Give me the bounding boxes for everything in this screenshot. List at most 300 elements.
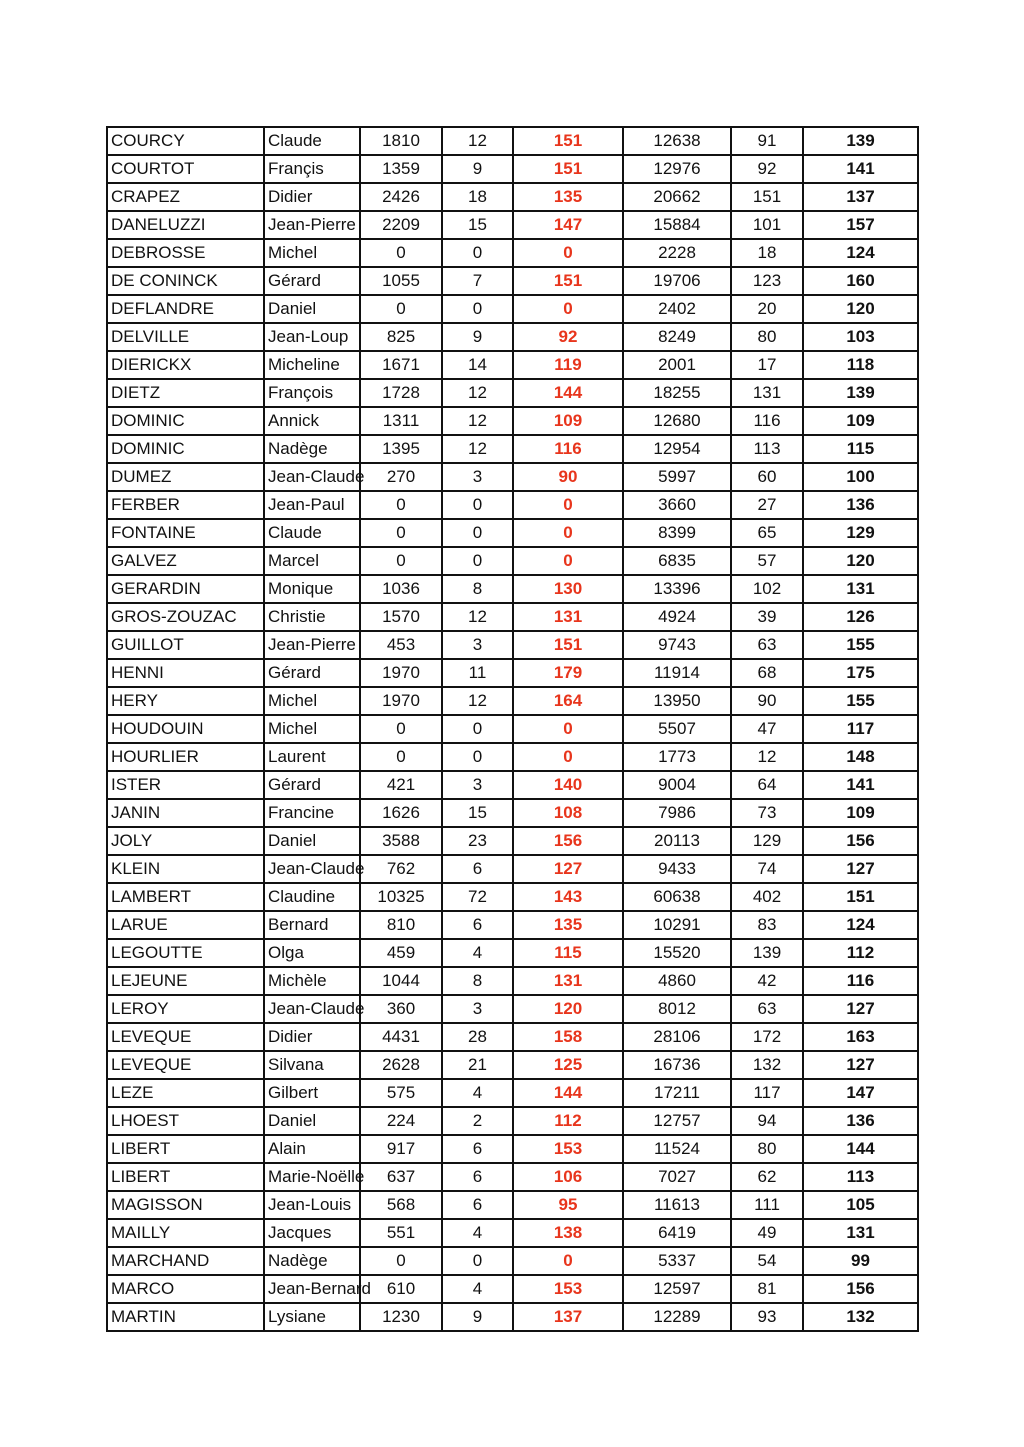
average-cell: 151 (513, 155, 623, 183)
first-name-cell: Silvana (264, 1051, 360, 1079)
table-row (107, 911, 918, 939)
points-cell: 0 (360, 547, 442, 575)
average-cell: 127 (513, 855, 623, 883)
table-row (107, 575, 918, 603)
last-name-cell: ISTER (107, 771, 264, 799)
count-cell: 12 (442, 127, 513, 155)
total-count-cell: 151 (731, 183, 803, 211)
table-row (107, 631, 918, 659)
average-cell: 0 (513, 743, 623, 771)
points-cell: 1230 (360, 1303, 442, 1331)
total-average-cell: 144 (803, 1135, 918, 1163)
count-cell: 9 (442, 323, 513, 351)
points-cell: 551 (360, 1219, 442, 1247)
first-name-cell: Gérard (264, 267, 360, 295)
count-cell: 12 (442, 603, 513, 631)
table-row (107, 183, 918, 211)
total-average-cell: 137 (803, 183, 918, 211)
count-cell: 28 (442, 1023, 513, 1051)
total-points-cell: 9743 (623, 631, 731, 659)
count-cell: 6 (442, 1191, 513, 1219)
count-cell: 3 (442, 463, 513, 491)
first-name-cell: Didier (264, 1023, 360, 1051)
first-name-cell: Marcel (264, 547, 360, 575)
first-name-cell: Michèle (264, 967, 360, 995)
total-points-cell: 11914 (623, 659, 731, 687)
first-name-cell: Michel (264, 687, 360, 715)
points-cell: 1055 (360, 267, 442, 295)
table-row (107, 771, 918, 799)
last-name-cell: LIBERT (107, 1135, 264, 1163)
first-name-cell: Bernard (264, 911, 360, 939)
table-row (107, 155, 918, 183)
average-cell: 0 (513, 1247, 623, 1275)
total-points-cell: 6419 (623, 1219, 731, 1247)
last-name-cell: LEGOUTTE (107, 939, 264, 967)
total-points-cell: 20113 (623, 827, 731, 855)
last-name-cell: GUILLOT (107, 631, 264, 659)
average-cell: 112 (513, 1107, 623, 1135)
total-points-cell: 12638 (623, 127, 731, 155)
table-row (107, 1219, 918, 1247)
total-count-cell: 62 (731, 1163, 803, 1191)
total-average-cell: 127 (803, 855, 918, 883)
total-points-cell: 16736 (623, 1051, 731, 1079)
total-points-cell: 13950 (623, 687, 731, 715)
last-name-cell: HERY (107, 687, 264, 715)
points-cell: 762 (360, 855, 442, 883)
count-cell: 12 (442, 435, 513, 463)
first-name-cell: Nadège (264, 435, 360, 463)
count-cell: 72 (442, 883, 513, 911)
total-count-cell: 54 (731, 1247, 803, 1275)
total-average-cell: 115 (803, 435, 918, 463)
total-average-cell: 131 (803, 1219, 918, 1247)
count-cell: 0 (442, 715, 513, 743)
average-cell: 151 (513, 127, 623, 155)
total-count-cell: 74 (731, 855, 803, 883)
total-points-cell: 8012 (623, 995, 731, 1023)
table-row (107, 211, 918, 239)
points-cell: 270 (360, 463, 442, 491)
last-name-cell: LAMBERT (107, 883, 264, 911)
count-cell: 8 (442, 967, 513, 995)
average-cell: 151 (513, 267, 623, 295)
table-row (107, 239, 918, 267)
average-cell: 130 (513, 575, 623, 603)
total-count-cell: 113 (731, 435, 803, 463)
table-row (107, 883, 918, 911)
total-count-cell: 18 (731, 239, 803, 267)
first-name-cell: Jean-Loup (264, 323, 360, 351)
last-name-cell: LEVEQUE (107, 1023, 264, 1051)
total-average-cell: 124 (803, 911, 918, 939)
total-points-cell: 13396 (623, 575, 731, 603)
last-name-cell: GROS-ZOUZAC (107, 603, 264, 631)
last-name-cell: GALVEZ (107, 547, 264, 575)
count-cell: 4 (442, 1275, 513, 1303)
total-points-cell: 8399 (623, 519, 731, 547)
table-row (107, 379, 918, 407)
average-cell: 143 (513, 883, 623, 911)
last-name-cell: FERBER (107, 491, 264, 519)
total-points-cell: 5997 (623, 463, 731, 491)
total-average-cell: 175 (803, 659, 918, 687)
last-name-cell: LEROY (107, 995, 264, 1023)
total-points-cell: 4924 (623, 603, 731, 631)
table-row (107, 1135, 918, 1163)
total-average-cell: 156 (803, 827, 918, 855)
table-row (107, 967, 918, 995)
points-cell: 810 (360, 911, 442, 939)
points-cell: 1395 (360, 435, 442, 463)
first-name-cell: Laurent (264, 743, 360, 771)
first-name-cell: Jean-Pierre (264, 631, 360, 659)
count-cell: 0 (442, 239, 513, 267)
total-points-cell: 17211 (623, 1079, 731, 1107)
total-points-cell: 12680 (623, 407, 731, 435)
total-average-cell: 136 (803, 1107, 918, 1135)
total-count-cell: 80 (731, 1135, 803, 1163)
total-count-cell: 68 (731, 659, 803, 687)
total-count-cell: 39 (731, 603, 803, 631)
total-average-cell: 160 (803, 267, 918, 295)
total-average-cell: 157 (803, 211, 918, 239)
points-cell: 0 (360, 1247, 442, 1275)
table-body (107, 127, 918, 1331)
total-count-cell: 17 (731, 351, 803, 379)
points-cell: 1970 (360, 687, 442, 715)
count-cell: 14 (442, 351, 513, 379)
first-name-cell: Annick (264, 407, 360, 435)
first-name-cell: Gérard (264, 659, 360, 687)
total-count-cell: 20 (731, 295, 803, 323)
average-cell: 158 (513, 1023, 623, 1051)
last-name-cell: DEBROSSE (107, 239, 264, 267)
table-row (107, 827, 918, 855)
total-count-cell: 83 (731, 911, 803, 939)
total-count-cell: 60 (731, 463, 803, 491)
table-row (107, 1079, 918, 1107)
last-name-cell: MARCHAND (107, 1247, 264, 1275)
total-points-cell: 12597 (623, 1275, 731, 1303)
last-name-cell: DOMINIC (107, 407, 264, 435)
total-points-cell: 18255 (623, 379, 731, 407)
total-average-cell: 129 (803, 519, 918, 547)
points-cell: 224 (360, 1107, 442, 1135)
total-count-cell: 172 (731, 1023, 803, 1051)
count-cell: 12 (442, 379, 513, 407)
first-name-cell: Daniel (264, 827, 360, 855)
last-name-cell: MARCO (107, 1275, 264, 1303)
points-cell: 1044 (360, 967, 442, 995)
total-average-cell: 117 (803, 715, 918, 743)
total-count-cell: 49 (731, 1219, 803, 1247)
table-row (107, 295, 918, 323)
first-name-cell: Michel (264, 239, 360, 267)
count-cell: 4 (442, 1219, 513, 1247)
table-row (107, 855, 918, 883)
count-cell: 4 (442, 1079, 513, 1107)
table-row (107, 1107, 918, 1135)
count-cell: 0 (442, 491, 513, 519)
points-cell: 1570 (360, 603, 442, 631)
total-points-cell: 15884 (623, 211, 731, 239)
last-name-cell: LEJEUNE (107, 967, 264, 995)
average-cell: 138 (513, 1219, 623, 1247)
total-count-cell: 12 (731, 743, 803, 771)
first-name-cell: Claude (264, 127, 360, 155)
count-cell: 8 (442, 575, 513, 603)
points-cell: 825 (360, 323, 442, 351)
total-average-cell: 127 (803, 995, 918, 1023)
table-row (107, 603, 918, 631)
average-cell: 153 (513, 1275, 623, 1303)
points-cell: 575 (360, 1079, 442, 1107)
points-cell: 1728 (360, 379, 442, 407)
total-count-cell: 93 (731, 1303, 803, 1331)
points-cell: 1359 (360, 155, 442, 183)
total-count-cell: 65 (731, 519, 803, 547)
points-cell: 2628 (360, 1051, 442, 1079)
last-name-cell: JOLY (107, 827, 264, 855)
total-average-cell: 155 (803, 687, 918, 715)
first-name-cell: Daniel (264, 1107, 360, 1135)
total-average-cell: 131 (803, 575, 918, 603)
total-points-cell: 28106 (623, 1023, 731, 1051)
table-row (107, 491, 918, 519)
table-row (107, 1163, 918, 1191)
total-average-cell: 127 (803, 1051, 918, 1079)
count-cell: 6 (442, 1163, 513, 1191)
first-name-cell: Claude (264, 519, 360, 547)
average-cell: 135 (513, 911, 623, 939)
total-count-cell: 116 (731, 407, 803, 435)
average-cell: 131 (513, 967, 623, 995)
last-name-cell: GERARDIN (107, 575, 264, 603)
total-count-cell: 81 (731, 1275, 803, 1303)
points-cell: 0 (360, 239, 442, 267)
total-points-cell: 5337 (623, 1247, 731, 1275)
first-name-cell: Marie-Noëlle (264, 1163, 360, 1191)
total-count-cell: 123 (731, 267, 803, 295)
table-row (107, 1275, 918, 1303)
total-average-cell: 116 (803, 967, 918, 995)
table-row (107, 519, 918, 547)
average-cell: 137 (513, 1303, 623, 1331)
count-cell: 0 (442, 519, 513, 547)
total-average-cell: 118 (803, 351, 918, 379)
total-count-cell: 57 (731, 547, 803, 575)
first-name-cell: Claudine (264, 883, 360, 911)
total-points-cell: 11524 (623, 1135, 731, 1163)
points-cell: 917 (360, 1135, 442, 1163)
total-average-cell: 100 (803, 463, 918, 491)
average-cell: 164 (513, 687, 623, 715)
average-cell: 140 (513, 771, 623, 799)
total-average-cell: 132 (803, 1303, 918, 1331)
count-cell: 12 (442, 407, 513, 435)
last-name-cell: LIBERT (107, 1163, 264, 1191)
points-cell: 421 (360, 771, 442, 799)
total-points-cell: 2402 (623, 295, 731, 323)
average-cell: 131 (513, 603, 623, 631)
points-cell: 1626 (360, 799, 442, 827)
average-cell: 92 (513, 323, 623, 351)
average-cell: 120 (513, 995, 623, 1023)
table-row (107, 715, 918, 743)
average-cell: 151 (513, 631, 623, 659)
last-name-cell: JANIN (107, 799, 264, 827)
count-cell: 21 (442, 1051, 513, 1079)
total-average-cell: 141 (803, 155, 918, 183)
total-average-cell: 124 (803, 239, 918, 267)
total-points-cell: 60638 (623, 883, 731, 911)
average-cell: 108 (513, 799, 623, 827)
total-points-cell: 10291 (623, 911, 731, 939)
first-name-cell: Jean-Bernard (264, 1275, 360, 1303)
table-row (107, 799, 918, 827)
table-row (107, 1303, 918, 1331)
total-count-cell: 94 (731, 1107, 803, 1135)
table-row (107, 547, 918, 575)
total-count-cell: 63 (731, 631, 803, 659)
total-count-cell: 92 (731, 155, 803, 183)
table-row (107, 687, 918, 715)
last-name-cell: DEFLANDRE (107, 295, 264, 323)
first-name-cell: Micheline (264, 351, 360, 379)
last-name-cell: LARUE (107, 911, 264, 939)
last-name-cell: COURTOT (107, 155, 264, 183)
table-row (107, 435, 918, 463)
total-points-cell: 20662 (623, 183, 731, 211)
first-name-cell: François (264, 379, 360, 407)
total-average-cell: 99 (803, 1247, 918, 1275)
points-cell: 637 (360, 1163, 442, 1191)
average-cell: 115 (513, 939, 623, 967)
total-count-cell: 139 (731, 939, 803, 967)
average-cell: 0 (513, 295, 623, 323)
points-cell: 1311 (360, 407, 442, 435)
count-cell: 6 (442, 911, 513, 939)
total-count-cell: 91 (731, 127, 803, 155)
table-row (107, 939, 918, 967)
average-cell: 0 (513, 547, 623, 575)
average-cell: 179 (513, 659, 623, 687)
points-cell: 1970 (360, 659, 442, 687)
last-name-cell: DELVILLE (107, 323, 264, 351)
total-average-cell: 156 (803, 1275, 918, 1303)
points-cell: 1036 (360, 575, 442, 603)
count-cell: 12 (442, 687, 513, 715)
average-cell: 119 (513, 351, 623, 379)
total-count-cell: 131 (731, 379, 803, 407)
points-cell: 0 (360, 519, 442, 547)
total-points-cell: 7027 (623, 1163, 731, 1191)
average-cell: 95 (513, 1191, 623, 1219)
first-name-cell: Jean-Claude (264, 855, 360, 883)
first-name-cell: Jean-Claude (264, 463, 360, 491)
first-name-cell: Lysiane (264, 1303, 360, 1331)
total-average-cell: 136 (803, 491, 918, 519)
average-cell: 153 (513, 1135, 623, 1163)
table-row (107, 743, 918, 771)
last-name-cell: FONTAINE (107, 519, 264, 547)
first-name-cell: Jean-Claude (264, 995, 360, 1023)
average-cell: 109 (513, 407, 623, 435)
first-name-cell: Olga (264, 939, 360, 967)
total-count-cell: 132 (731, 1051, 803, 1079)
results-table (106, 126, 919, 1332)
total-points-cell: 2228 (623, 239, 731, 267)
total-points-cell: 19706 (623, 267, 731, 295)
total-count-cell: 42 (731, 967, 803, 995)
table-row (107, 407, 918, 435)
total-points-cell: 7986 (623, 799, 731, 827)
first-name-cell: Monique (264, 575, 360, 603)
total-average-cell: 151 (803, 883, 918, 911)
total-average-cell: 139 (803, 127, 918, 155)
count-cell: 0 (442, 547, 513, 575)
count-cell: 4 (442, 939, 513, 967)
total-average-cell: 120 (803, 295, 918, 323)
last-name-cell: MAILLY (107, 1219, 264, 1247)
total-count-cell: 402 (731, 883, 803, 911)
total-points-cell: 12757 (623, 1107, 731, 1135)
total-average-cell: 141 (803, 771, 918, 799)
last-name-cell: LEZE (107, 1079, 264, 1107)
count-cell: 15 (442, 211, 513, 239)
total-points-cell: 12954 (623, 435, 731, 463)
points-cell: 10325 (360, 883, 442, 911)
total-points-cell: 11613 (623, 1191, 731, 1219)
points-cell: 4431 (360, 1023, 442, 1051)
total-count-cell: 64 (731, 771, 803, 799)
average-cell: 147 (513, 211, 623, 239)
total-points-cell: 15520 (623, 939, 731, 967)
table-row (107, 1191, 918, 1219)
total-average-cell: 139 (803, 379, 918, 407)
first-name-cell: Alain (264, 1135, 360, 1163)
first-name-cell: Jean-Louis (264, 1191, 360, 1219)
count-cell: 7 (442, 267, 513, 295)
count-cell: 0 (442, 1247, 513, 1275)
total-count-cell: 111 (731, 1191, 803, 1219)
table-row (107, 659, 918, 687)
total-average-cell: 147 (803, 1079, 918, 1107)
last-name-cell: DOMINIC (107, 435, 264, 463)
total-count-cell: 47 (731, 715, 803, 743)
first-name-cell: Daniel (264, 295, 360, 323)
points-cell: 1810 (360, 127, 442, 155)
table-row (107, 1051, 918, 1079)
total-average-cell: 109 (803, 407, 918, 435)
average-cell: 156 (513, 827, 623, 855)
points-cell: 0 (360, 715, 442, 743)
table-row (107, 995, 918, 1023)
first-name-cell: Francine (264, 799, 360, 827)
total-count-cell: 102 (731, 575, 803, 603)
points-cell: 0 (360, 295, 442, 323)
first-name-cell: Gérard (264, 771, 360, 799)
points-cell: 2426 (360, 183, 442, 211)
total-count-cell: 117 (731, 1079, 803, 1107)
last-name-cell: DIERICKX (107, 351, 264, 379)
count-cell: 3 (442, 771, 513, 799)
last-name-cell: KLEIN (107, 855, 264, 883)
last-name-cell: DANELUZZI (107, 211, 264, 239)
last-name-cell: HOUDOUIN (107, 715, 264, 743)
